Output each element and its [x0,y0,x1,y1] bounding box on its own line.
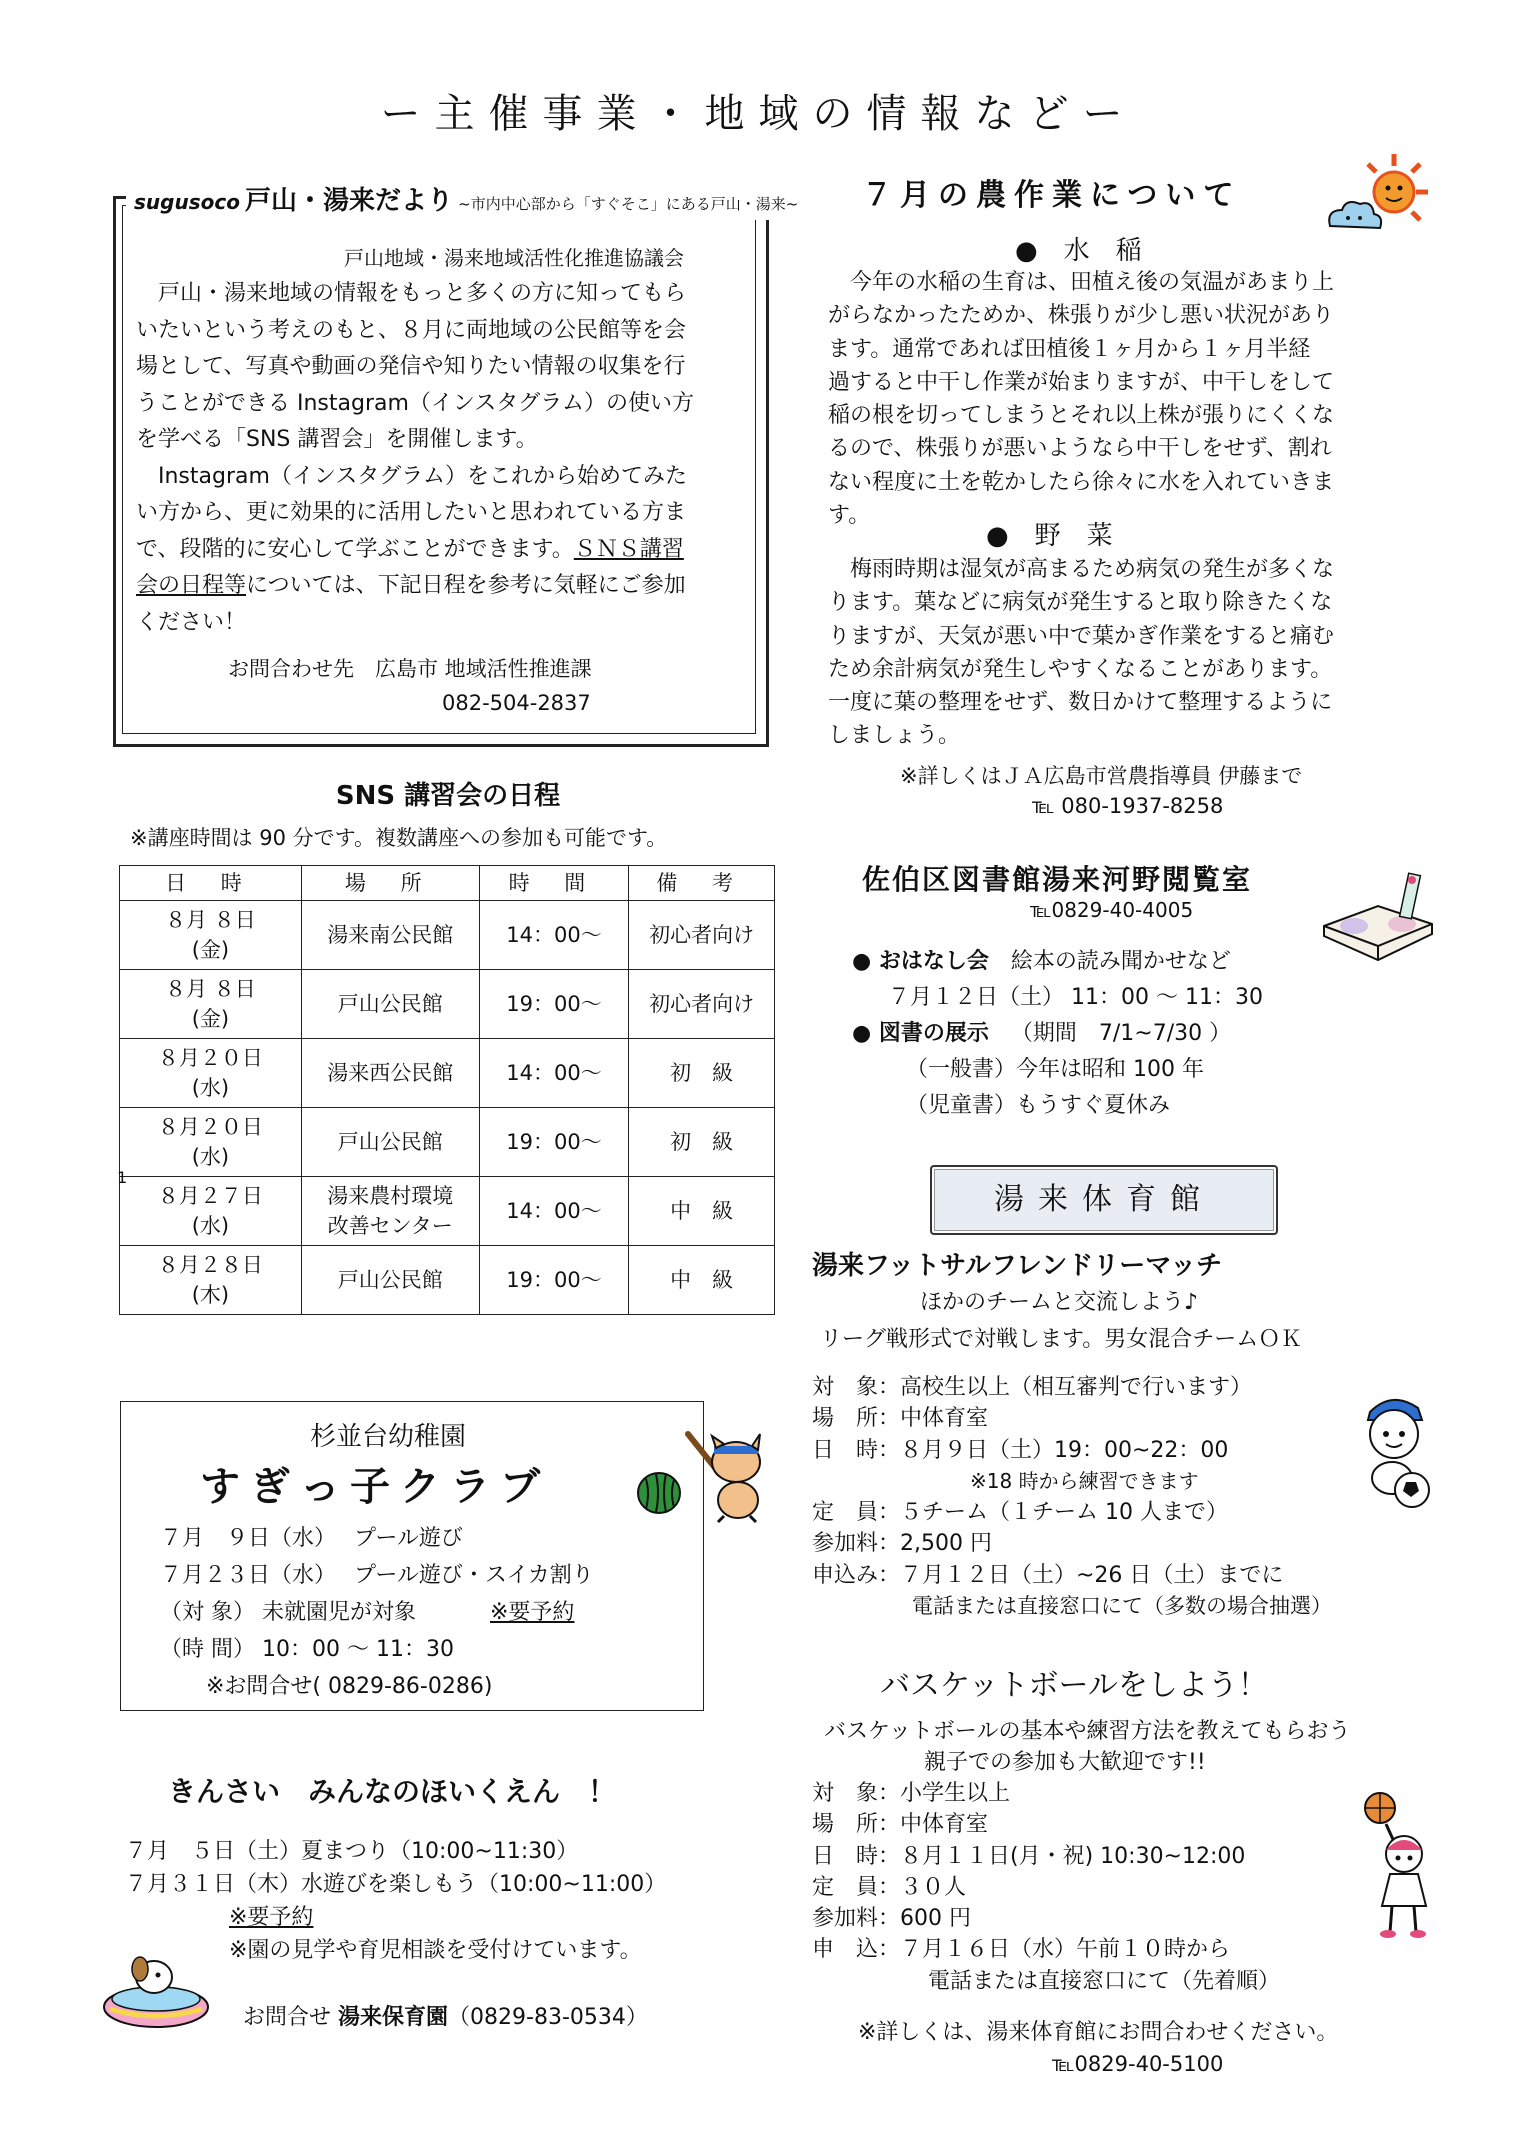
row-place: 戸山公民館 [301,1246,479,1315]
kinder-club-title: すぎっ子クラブ [200,1464,550,1510]
basket-desc1: バスケットボールの基本や練習方法を教えてもらおう [824,1719,1351,1744]
rice-line: す。 [828,503,871,529]
pool-dog-icon [100,1945,212,2031]
book-icon [1318,868,1438,970]
togo-tagline: ~市内中心部から「すぐそこ」にある戸山・湯来~ [458,195,799,213]
place-text-2: 改善センター [327,1214,453,1238]
rice-body [828,266,1334,532]
row-place: 戸山公民館 [301,1108,479,1177]
library-general: （一般書）今年は昭和 100 年 [906,1057,1204,1082]
row-note: 初心者向け [629,970,775,1039]
rice-line: るので、株張りが悪いようなら中干しをせず、割れ [828,436,1332,462]
veg-line: ります。葉などに病気が発生すると取り除きたくな [828,590,1333,616]
togo-tel: 082-504-2837 [442,691,591,715]
dow-text: (水) [191,1076,230,1100]
veg-line: りますが、天気が悪い中で葉かぎ作業をすると痛む [828,623,1335,649]
togo-line [136,532,756,569]
event2-period: （期間 7/1~7/30 ） [1010,1021,1232,1046]
futsal-desc: リーグ戦形式で対戦します。男女混合チームＯＫ [820,1327,1303,1352]
library-event1-time: ７月１２日（土） 11：00 ～ 11：30 [888,985,1263,1010]
basket-line: 電話または直接窓口にて（先着順） [928,1968,1281,1994]
futsal-sub: ほかのチームと交流しよう♪ [920,1290,1199,1315]
togo-line: うことができる Instagram（インスタグラム）の使い方 [136,390,695,416]
row-place: 湯来西公民館 [301,1039,479,1108]
togo-line: 場として、写真や動画の発信や知りたい情報の収集を行 [136,354,686,379]
sns-heading: SNS 講習会の日程 [335,781,561,811]
table-header-row [120,866,775,901]
kinsai-heading: きんさい みんなのほいくえん ！ [168,1775,617,1808]
row-date [120,1246,302,1315]
togo-org: 戸山地域・湯来地域活性化推進協議会 [344,246,684,270]
row-date [120,1108,302,1177]
basket-line: 申 込：７月１６日（水）午前１０時から [812,1937,1231,1963]
row-time: 19：00～ [479,1108,629,1177]
row-place: 湯来南公民館 [301,901,479,970]
togo-line: 戸山・湯来地域の情報をもっと多くの方に知ってもら [136,281,687,306]
sun-cloud-icon [1322,150,1432,242]
row-place [301,1177,479,1246]
farm-tel: ℡ 080-1937-8258 [1032,794,1224,818]
kinsai-line: ７月 ５日（土）夏まつり（10:00~11:30） [125,1839,579,1864]
futsal-line: ※18 時から練習できます [970,1468,1199,1493]
togo-underline-1: ＳＮＳ講習 [573,536,684,562]
rice-line: 稲の根を切ってしまうとそれ以上株が張りにくくな [828,403,1335,429]
kinsai-reserve: ※要予約 [229,1905,314,1930]
table-row [120,1039,775,1108]
date-text: ８月２８日 [157,1253,263,1277]
row-note: 中 級 [629,1177,775,1246]
row-note: 中 級 [629,1246,775,1315]
soccer-kid-icon [1352,1390,1438,1512]
kinsai-contact-label: お問合せ [243,2005,332,2030]
basketball-kid-icon [1356,1790,1436,1940]
dow-text: (金) [191,938,230,962]
kinder-line: ７月２３日（水） プール遊び・スイカ割り [160,1563,594,1588]
togo-line: Instagram（インスタグラム）をこれから始めてみた [136,463,688,489]
library-heading: 佐伯区図書館湯来河野閲覧室 [862,863,1253,896]
row-time: 14：00～ [479,901,629,970]
togo-line-text: については、下記日程を参考に気軽にご参加 [246,573,686,598]
date-text: ８月 ８日 [165,977,256,1001]
basket-line: 日 時：８月１１日(月・祝) 10:30~12:00 [812,1843,1246,1869]
cat-batter-icon [680,1422,772,1524]
kinsai-note: ※園の見学や育児相談を受付けています。 [229,1938,642,1963]
table-row [120,1108,775,1177]
date-text: ８月 ８日 [165,908,256,932]
kinsai-contact [243,2000,648,2031]
veg-line: ため余計病気が発生しやすくなることがあります。 [828,656,1333,682]
rice-line: ない程度に土を乾かしたら徐々に水を入れていきま [828,469,1335,495]
row-note: 初 級 [629,1108,775,1177]
row-note: 初心者向け [629,901,775,970]
rice-line: がらなかったためか、株張りが少し悪い状況があり [828,303,1335,329]
futsal-line: 場 所：中体育室 [812,1406,989,1432]
date-text: ８月２７日 [157,1184,263,1208]
basket-line: 参加料：600 円 [812,1906,971,1932]
table-row [120,1246,775,1315]
kinder-reserve: ※要予約 [490,1600,575,1625]
kinsai-contact-name: 湯来保育園 [338,2005,449,2030]
basket-desc2: 親子での参加も大歓迎です!! [924,1750,1206,1775]
veg-line: 一度に葉の整理をせず、数日かけて整理するように [828,690,1333,716]
row-date [120,970,302,1039]
gym-title: 湯来体育館 [994,1182,1214,1217]
event1-title: ● おはなし会 [852,949,989,974]
futsal-line: 対 象：高校生以上（相互審判で行います） [812,1375,1253,1400]
header-date: 日 時 [120,866,302,901]
futsal-line: 電話または直接窓口にて（多数の場合抽選） [912,1594,1332,1619]
veg-title: ● 野 菜 [986,521,1113,551]
togo-header [126,180,806,220]
basket-line: 定 員：３０人 [812,1874,967,1900]
row-time: 14：00～ [479,1039,629,1108]
kinder-lines [160,1520,594,1705]
togo-body [136,276,756,641]
library-children: （児童書）もうすぐ夏休み [906,1093,1171,1118]
header-note: 備 考 [629,866,775,901]
header-time: 時 間 [479,866,629,901]
gym-title-box [930,1165,1278,1235]
togo-contact: お問合わせ先 広島市 地域活性推進課 [228,657,592,681]
date-text: ８月２０日 [157,1115,263,1139]
kinder-name: 杉並台幼稚園 [310,1422,467,1452]
togo-line [136,568,756,605]
row-date [120,1039,302,1108]
futsal-line: 申込み：７月１２日（土）~26 日（土）までに [812,1562,1284,1588]
farm-contact: ※詳しくはＪＡ広島市営農指導員 伊藤まで [900,764,1303,788]
row-time: 19：00～ [479,970,629,1039]
dow-text: (木) [191,1283,230,1307]
rice-line: 今年の水稲の生育は、田植え後の気温があまり上 [828,270,1335,295]
futsal-heading: 湯来フットサルフレンドリーマッチ [812,1251,1223,1281]
togo-line: を学べる「SNS 講習会」を開催します。 [136,427,538,452]
dow-text: (水) [191,1214,230,1238]
header-place: 場 所 [301,866,479,901]
kinder-target: （対 象） 未就園児が対象 [160,1600,416,1625]
futsal-line: 参加料：2,500 円 [812,1531,992,1557]
togo-underline-2: 会の日程等 [136,573,247,598]
futsal-lines [812,1372,1332,1622]
basket-heading: バスケットボールをしよう！ [880,1668,1268,1703]
sugusoco-logo: sugusoco [134,190,240,214]
gym-contact: ※詳しくは、湯来体育館にお問合わせください。 [858,2020,1339,2045]
kinder-contact: ※お問合せ( 0829-86-0286) [206,1674,493,1699]
kinsai-contact-tel: （0829-83-0534） [448,2005,648,2030]
dow-text: (金) [191,1007,230,1031]
farm-heading: ７月の農作業について [862,178,1242,213]
dow-text: (水) [191,1145,230,1169]
row-date [120,901,302,970]
kinder-time: （時 間） 10：00 ～ 11：30 [160,1637,454,1662]
kinsai-line: ７月３１日（木）水遊びを楽しもう（10:00~11:00） [125,1872,667,1897]
date-text: ８月２０日 [157,1046,263,1070]
row-time: 19：00～ [479,1246,629,1315]
basket-lines [812,1778,1280,1997]
togo-line: いたいという考えのもと、８月に両地域の公民館等を会 [136,317,687,343]
event1-desc: 絵本の読み聞かせなど [1010,949,1231,974]
row-date [120,1177,302,1246]
veg-body [828,553,1334,753]
row-note: 初 級 [629,1039,775,1108]
veg-line: 梅雨時期は湿気が高まるため病気の発生が多くな [828,557,1335,582]
basket-line: 場 所：中体育室 [812,1812,989,1838]
rice-line: 過すると中干し作業が始まりますが、中干しをして [828,369,1335,395]
stray-mark: 1 [117,1168,128,1187]
table-row [120,1177,775,1246]
gym-tel: ℡0829-40-5100 [1052,2052,1224,2076]
basket-line: 対 象：小学生以上 [812,1781,1011,1806]
togo-line-text: で、段階的に安心して学ぶことができます。 [136,536,574,562]
kinder-target-line [160,1594,594,1631]
library-tel: ℡0829-40-4005 [1030,898,1194,922]
rice-title: ● 水 稲 [1015,236,1142,266]
row-place: 戸山公民館 [301,970,479,1039]
table-row [120,970,775,1039]
futsal-line: 日 時：８月９日（土）19：00~22：00 [812,1437,1229,1463]
row-time: 14：00～ [479,1177,629,1246]
page-title: ー主催事業・地域の情報などー [380,91,1137,137]
futsal-line: 定 員：５チーム（１チーム 10 人まで） [812,1500,1228,1526]
sns-note: ※講座時間は 90 分です。複数講座への参加も可能です。 [130,826,668,850]
table-row [120,901,775,970]
library-event2 [852,1016,1231,1047]
togo-line: い方から、更に効果的に活用したいと思われている方ま [136,500,687,525]
togo-line: ください！ [136,609,247,635]
togo-title: 戸山・湯来だより [245,186,454,216]
place-text: 湯来農村環境 [327,1184,454,1208]
event2-title: ● 図書の展示 [852,1021,989,1046]
watermelon-icon [636,1465,682,1515]
sns-schedule-table [119,865,775,1315]
rice-line: ます。通常であれば田植後１ヶ月から１ヶ月半経 [828,336,1311,362]
kinder-line: ７月 ９日（水） プール遊び [160,1526,463,1551]
veg-line: しましょう。 [828,723,961,749]
library-event1 [852,944,1231,975]
